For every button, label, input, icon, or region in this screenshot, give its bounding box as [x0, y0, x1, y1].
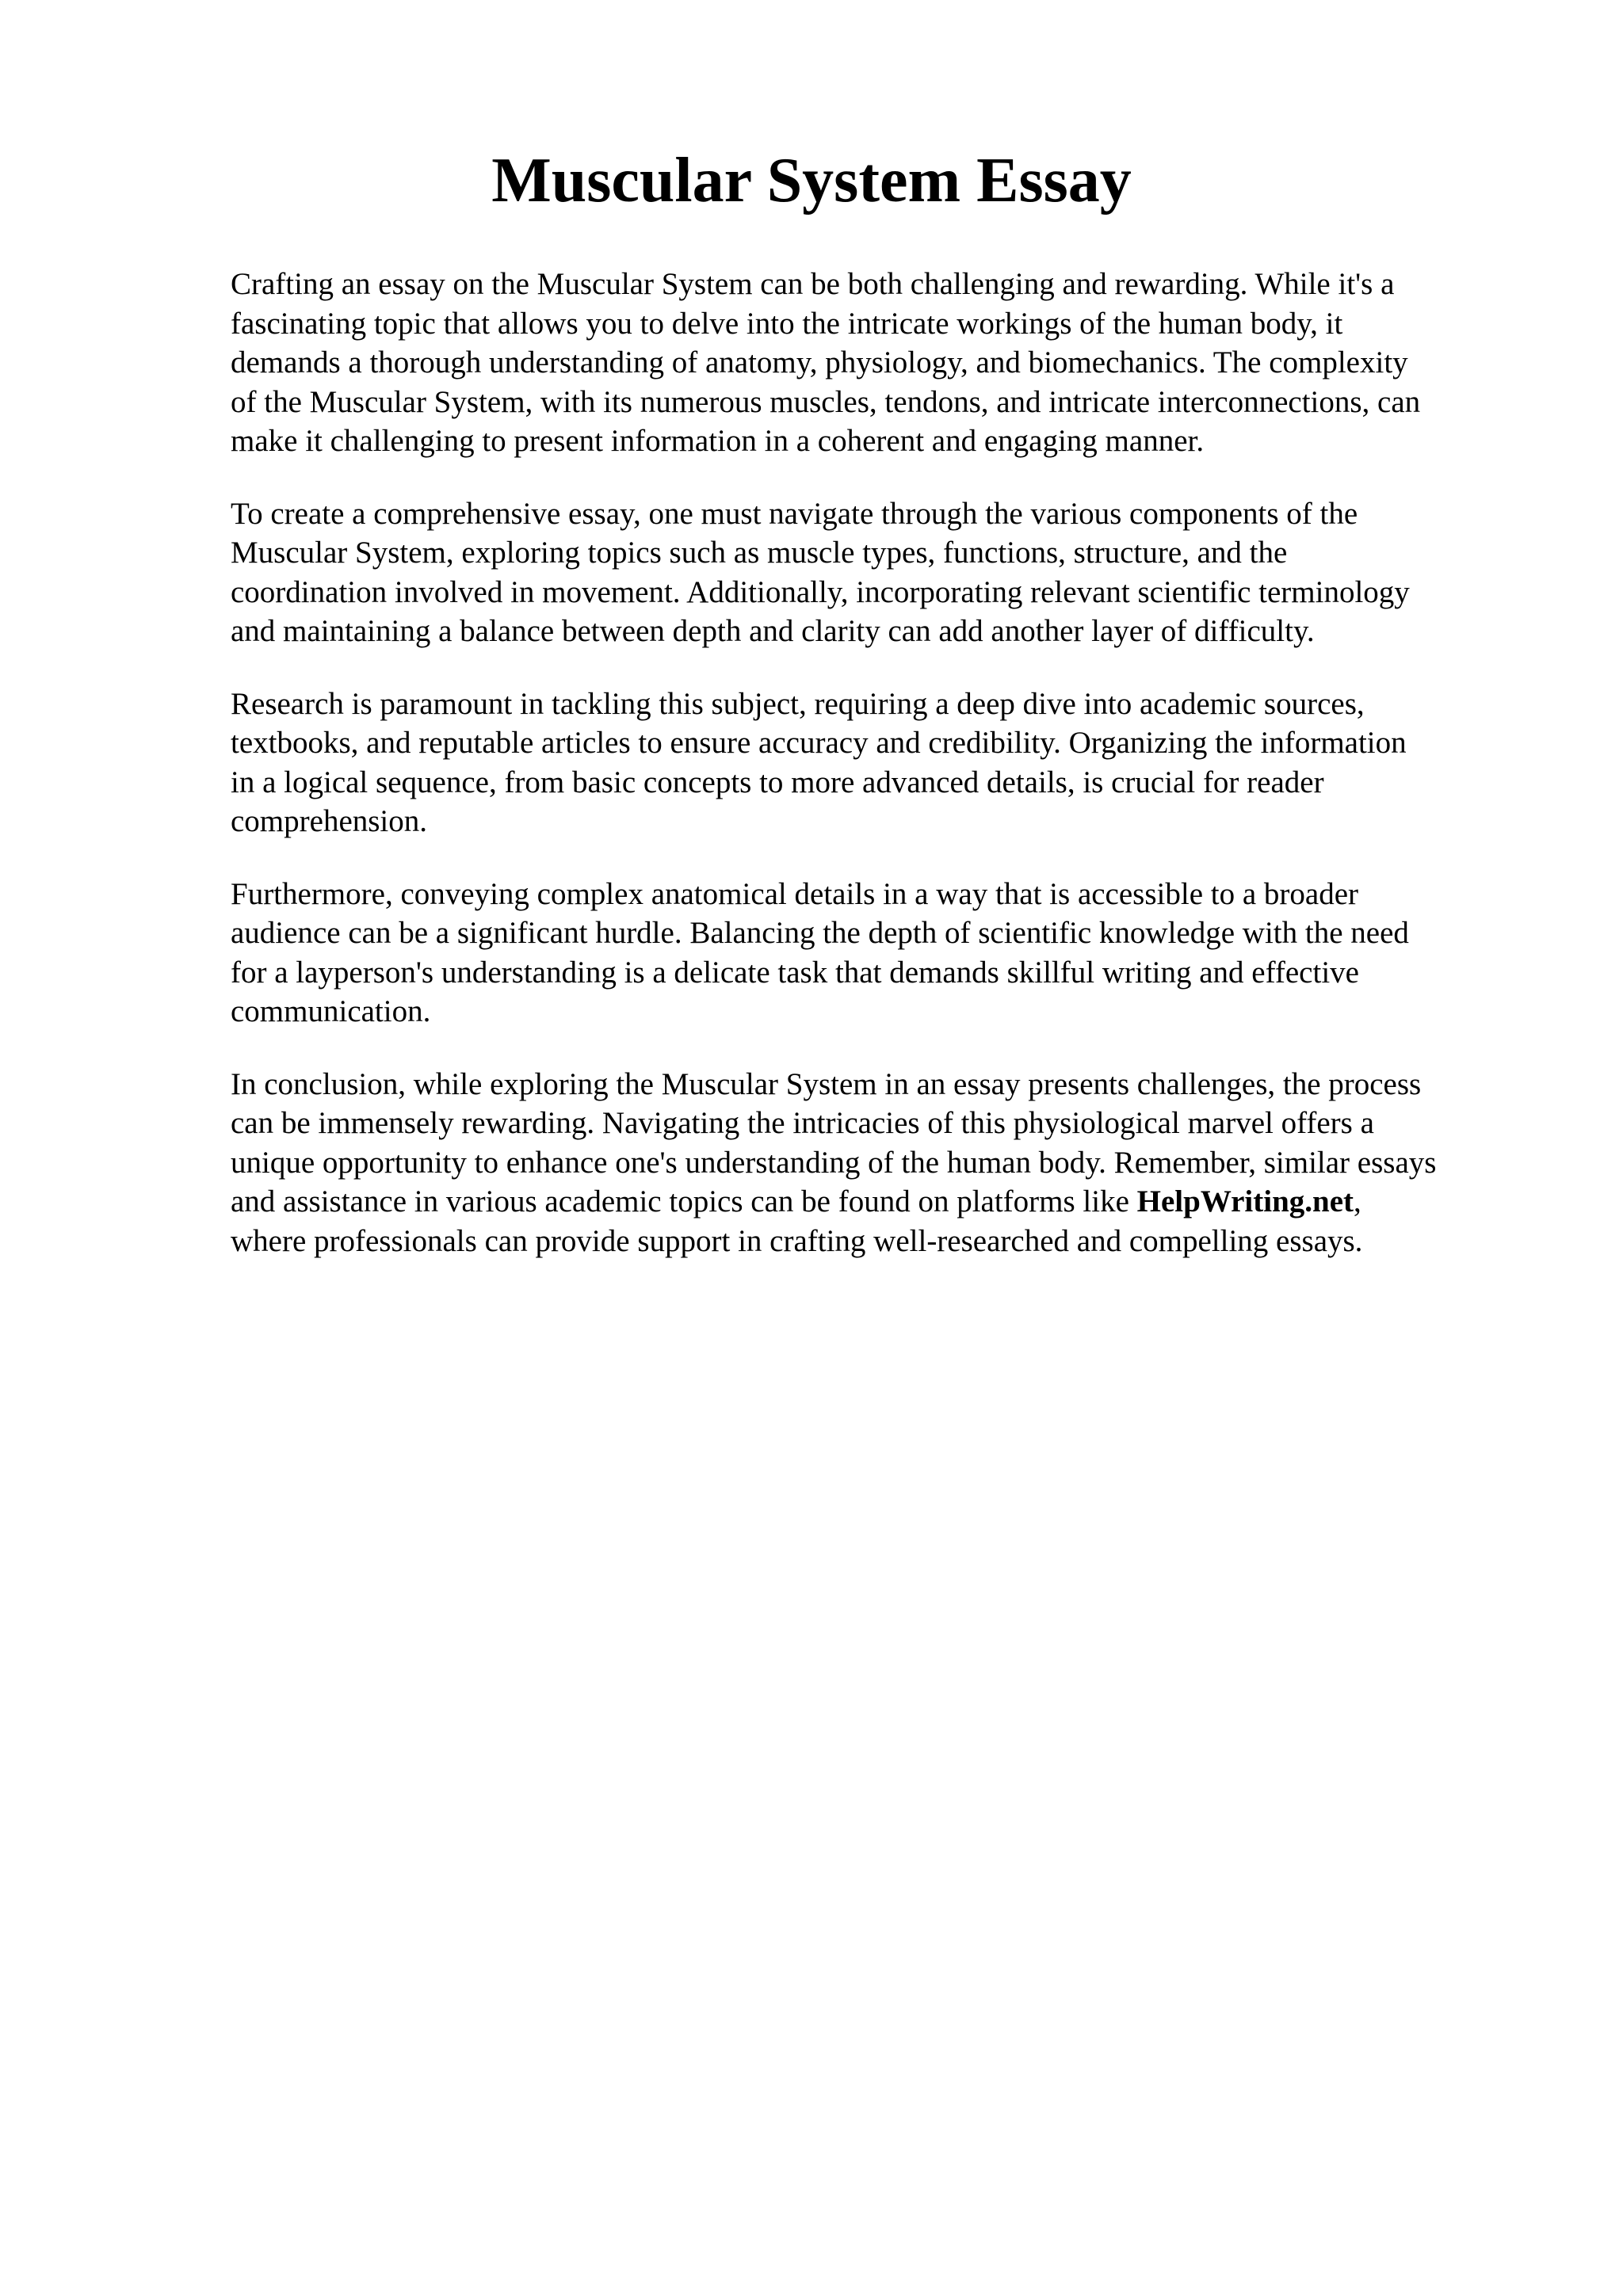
brand-line-trailing-punctuation: , — [1354, 1184, 1361, 1219]
paragraph-5 — [231, 1065, 1530, 1261]
paragraph-line: fascinating topic that allows you to delve into the intricate workings of the human body, it — [231, 306, 1343, 341]
paragraph-line: coordination involved in movement. Additionally, incorporating relevant scientific terminology — [231, 574, 1410, 609]
paragraph-line: and maintaining a balance between depth and clarity can add another layer of difficulty. — [231, 614, 1315, 648]
paragraph-1 — [231, 265, 1530, 461]
paragraph-4 — [231, 875, 1530, 1032]
brand-line-lead-text: and assistance in various academic topics can be found on platforms like — [231, 1184, 1137, 1219]
paragraph-3 — [231, 685, 1530, 841]
helpwriting-brand-name: HelpWriting.net — [1136, 1184, 1354, 1219]
paragraph-line: can be immensely rewarding. Navigating the intricacies of this physiological marvel offers a — [231, 1106, 1374, 1140]
essay-body — [231, 265, 1530, 1294]
paragraph-line: demands a thorough understanding of anatomy, physiology, and biomechanics. The complexity — [231, 345, 1408, 379]
paragraph-line: Furthermore, conveying complex anatomical details in a way that is accessible to a broader — [231, 876, 1359, 911]
paragraph-line: audience can be a significant hurdle. Balancing the depth of scientific knowledge with the need — [231, 916, 1409, 950]
paragraph-line-with-brand — [231, 1182, 1530, 1222]
paragraph-line: comprehension. — [231, 804, 428, 838]
paragraph-line: where professionals can provide support in crafting well-researched and compelling essays. — [231, 1223, 1363, 1258]
paragraph-line: communication. — [231, 994, 431, 1028]
paragraph-line: To create a comprehensive essay, one must navigate through the various components of the — [231, 496, 1358, 531]
paragraph-2 — [231, 494, 1530, 651]
paragraph-line: Research is paramount in tackling this subject, requiring a deep dive into academic sources, — [231, 686, 1365, 721]
paragraph-line: make it challenging to present information in a coherent and engaging manner. — [231, 424, 1205, 458]
paragraph-line: of the Muscular System, with its numerous muscles, tendons, and intricate interconnections, can — [231, 384, 1421, 419]
paragraph-line: Crafting an essay on the Muscular System can be both challenging and rewarding. While it's a — [231, 267, 1395, 301]
essay-title: Muscular System Essay — [491, 146, 1132, 215]
paragraph-line: unique opportunity to enhance one's understanding of the human body. Remember, similar essays — [231, 1145, 1437, 1180]
paragraph-line: Muscular System, exploring topics such as muscle types, functions, structure, and the — [231, 536, 1288, 570]
paragraph-line: in a logical sequence, from basic concepts to more advanced details, is crucial for reader — [231, 765, 1324, 799]
paragraph-line: textbooks, and reputable articles to ensure accuracy and credibility. Organizing the information — [231, 726, 1407, 760]
paragraph-line: In conclusion, while exploring the Muscular System in an essay presents challenges, the process — [231, 1066, 1422, 1101]
paragraph-line: for a layperson's understanding is a delicate task that demands skillful writing and effective — [231, 955, 1359, 990]
